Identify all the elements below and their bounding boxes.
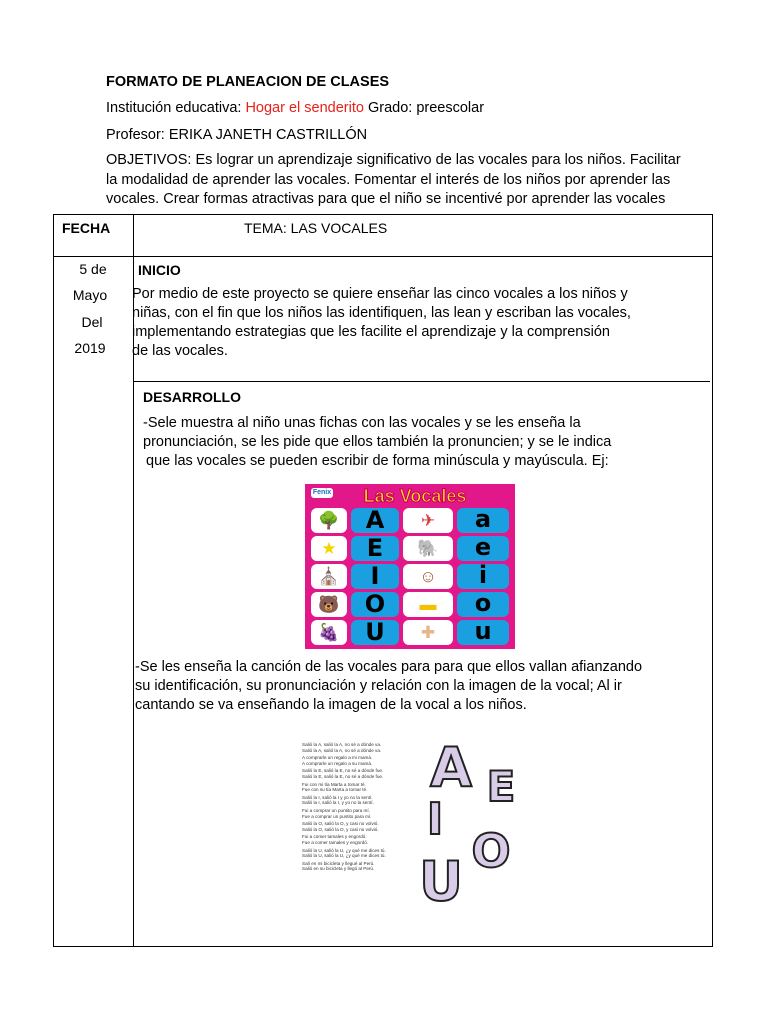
song-line: Fue a comprar un puntito para mí. [302,813,372,819]
lowercase-vowel: u [457,620,509,645]
topic-column-header: TEMA: LAS VOCALES [244,220,388,236]
uppercase-vowel: O [351,592,399,617]
song-image [300,736,532,913]
elephant-icon: 🐘 [403,536,453,561]
table-border-bottom [53,946,713,947]
letter-u-figure: U [419,850,463,913]
desarrollo-line: su identificación, su pronunciación y relación con la imagen de la vocal; Al ir [135,678,622,694]
date-day: 5 de [79,261,107,277]
inicio-line: Por medio de este proyecto se quiere enseñar las cinco vocales a los niños y [132,286,628,302]
desarrollo-paragraph-1 [143,414,703,471]
desarrollo-heading: DESARROLLO [143,389,241,405]
gold-bar-icon: ▬ [403,592,453,617]
letter-i-figure: I [426,794,444,845]
song-line: A comprarle un regalo a su mamá. [302,760,373,766]
airplane-icon: ✈ [403,508,453,533]
lowercase-vowel: e [457,536,509,561]
poster-brand: Fenix [312,489,332,496]
song-line: Salió la U, salió la U, ¿y qué me dices tú. [302,853,386,859]
song-line: Fue a comer tamales y engordó. [302,839,369,845]
uppercase-vowel: I [351,564,399,589]
song-line: Salió la E, salió la E, no sé a dónde fue. [302,768,384,774]
letter-e-figure: E [486,762,516,811]
objectives-line: la modalidad de aprender las vocales. Fomentar el interés de los niños por aprender las [106,171,671,188]
objectives-line: Es lograr un aprendizaje significativo de las vocales para los niños. Facilitar [195,152,681,168]
teacher-line: Profesor: ERIKA JANETH CASTRILLÓN [106,127,368,143]
poster-title: Las Vocales [363,486,467,506]
song-line: Salió la E, salió la E, no sé a dónde fue. [302,773,384,779]
song-line: Salí en mi bicicleta y llegué al Perú. [302,860,375,866]
inicio-line: implementando estrategias que les facilite el aprendizaje y la comprensión [132,324,610,340]
bear-icon: 🐻 [311,592,347,617]
song-line: Fue con su tía Marta a tomar té. [302,787,368,793]
objectives-label: OBJETIVOS: [106,152,192,168]
table-border-top [53,214,713,215]
inicio-heading: INICIO [138,262,181,278]
song-line: Salió la A, salió la A, no sé a dónde va. [302,742,382,747]
native-figure-icon: ☺ [403,564,453,589]
grade-label: Grado: preescolar [367,100,485,116]
song-line: Fui a comer tamales y engordó. [302,834,367,840]
date-month: Mayo [72,287,108,303]
table-header-divider [53,256,713,257]
song-line: Fui a comprar un puntito para mí. [302,807,370,813]
desarrollo-paragraph-2 [135,658,705,715]
grapes-icon: 🍇 [311,620,347,645]
vowels-poster [305,484,515,649]
date-del: Del [81,314,103,330]
table-border-left [53,214,54,947]
desarrollo-line: pronunciación, se les pide que ellos también la pronuncien; y se le indica [143,434,612,450]
uppercase-vowel: E [351,536,399,561]
song-line: A comprarle un regalo a mi mamá. [302,755,373,761]
uppercase-vowel: A [351,508,399,533]
uppercase-vowel: U [351,620,399,645]
institution-label: Institución educativa: [106,100,242,116]
lowercase-vowel: o [457,592,509,617]
document-title: FORMATO DE PLANEACION DE CLASES [106,74,390,90]
church-icon: ⛪ [311,564,347,589]
song-line: Salió la I, salió la I y yo no la sentí. [302,794,373,800]
song-line: Salió en su bicicleta y llegó al Perú. [302,866,375,872]
inicio-text [132,285,707,361]
inicio-line: niñas, con el fin que los niños las identifiquen, las lean y escriban las vocales, [132,305,631,321]
bandage-icon: ✚ [403,620,453,645]
objectives [106,151,726,210]
song-line: Salió la O, salió la O, y casi no volvió. [302,821,379,827]
song-line: Salió la U, salió la U, ¿y qué me dices tú. [302,847,386,853]
song-lyrics [302,742,422,872]
institution-name: Hogar el senderito [245,100,364,116]
desarrollo-line: -Sele muestra al niño unas fichas con las vocales y se les enseña la [143,415,581,431]
letter-o-figure: O [471,824,511,878]
lowercase-vowel: i [457,564,509,589]
song-line: Salió la O, salió la O, y casi no volvió. [302,826,379,832]
date-column-header: FECHA [62,220,111,236]
desarrollo-line: -Se les enseña la canción de las vocales para para que ellos vallan afianzando [135,659,643,675]
desarrollo-line: que las vocales se pueden escribir de forma minúscula y mayúscula. Ej: [146,453,609,469]
section-divider [133,381,710,382]
tree-icon: 🌳 [311,508,347,533]
song-line: Fui con mi tía Marta a tomar té. [302,781,366,787]
inicio-line: de las vocales. [132,343,228,359]
star-icon: ★ [311,536,347,561]
song-line: Salió la A, salió la A, no sé a dónde va. [302,747,382,753]
institution-line [106,99,484,117]
date-year: 2019 [74,340,106,356]
lowercase-vowel: a [457,508,509,533]
table-border-right [712,214,713,947]
objectives-line: vocales. Crear formas atractivas para que el niño se incentivé por aprender las vocales [106,191,666,207]
letter-a-figure: A [430,736,472,799]
song-line: Salió la I, salió la I, y yo no la sentí. [302,800,374,806]
desarrollo-line: cantando se va enseñando la imagen de la vocal a los niños. [135,697,527,713]
